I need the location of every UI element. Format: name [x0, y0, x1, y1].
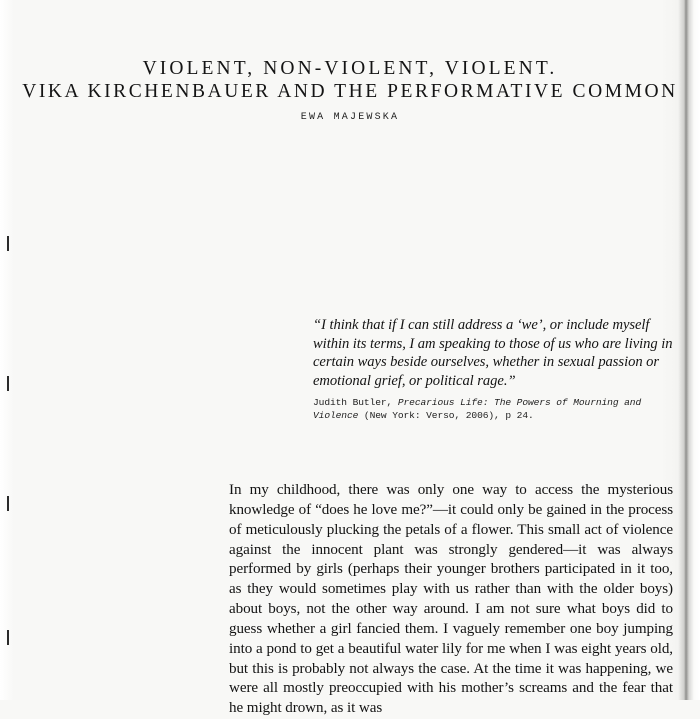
article-title-line-2: VIKA KIRCHENBAUER AND THE PERFORMATIVE COMMON — [22, 80, 678, 102]
body-paragraph: In my childhood, there was only one way to access the mysterious knowledge of “does he love me?”—it could only be gained in the process of meticulously plucking the petals of a flower. This small act of violence against the innocent plant was strongly gendered—it was always performed by girls (perhaps their younger brothers participated in it too, as they would sometimes play with us rather than with the older boys) about boys, not the other way around. I am not sure what boys did to guess whether a girl fancied them. I vaguely remember one boy jumping into a pond to get a beautiful water lily for me when I was eight years old, but this is probably not always the case. At the time it was happening, we were all mostly preoccupied with his mother’s screams and the fear that he might drown, as it was — [229, 482, 673, 717]
citation-publication-details: (New York: Verso, 2006), p 24. — [358, 409, 534, 421]
pull-quote-citation — [313, 397, 675, 422]
margin-tick-mark — [7, 236, 9, 251]
pull-quote-text: “I think that if I can still address a ‘we’, or include myself within its terms, I am speaking to those of us who are living in certain ways beside ourselves, whether in sexual passion or emotional grief, or political rage.” — [313, 317, 673, 389]
pull-quote-block — [313, 316, 675, 423]
article-title-line-1: VIOLENT, NON-VIOLENT, VIOLENT. — [142, 58, 558, 79]
margin-tick-mark — [7, 376, 9, 391]
citation-book-title: Precarious Life: The Powers of Mourning and Violence — [313, 397, 642, 421]
margin-tick-mark — [7, 496, 9, 511]
article-body — [229, 481, 673, 719]
article-byline: EWA MAJEWSKA — [300, 112, 400, 123]
citation-author: Judith Butler, — [313, 397, 398, 409]
margin-tick-mark — [7, 630, 9, 645]
article-header — [0, 58, 700, 123]
